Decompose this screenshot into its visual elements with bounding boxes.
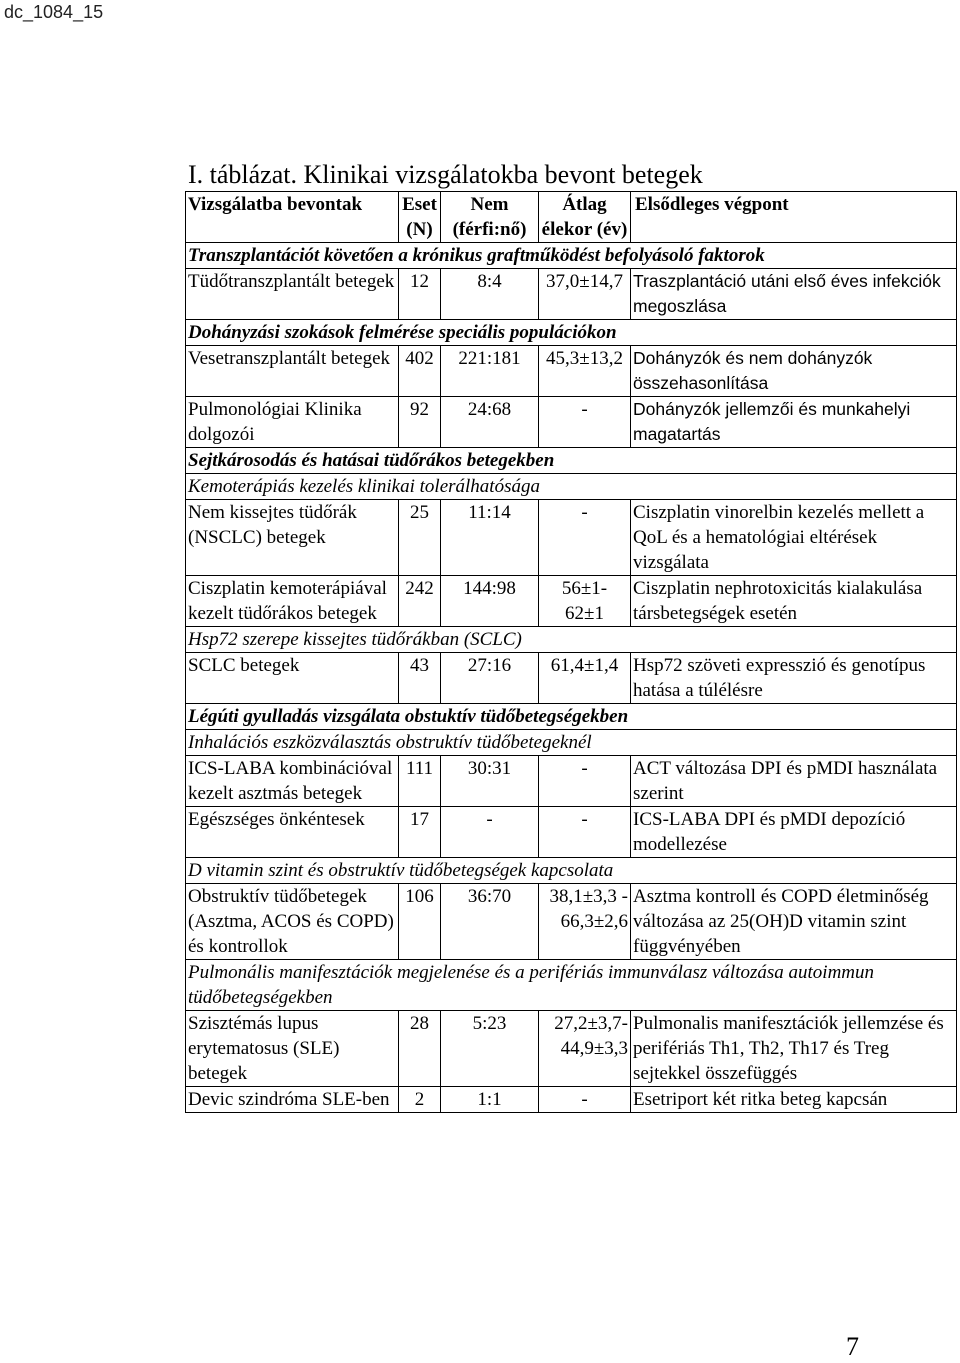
section-heading: Sejtkárosodás és hatásai tüdőrákos betegekben	[186, 448, 957, 474]
cell-age: -	[539, 500, 631, 576]
cell-age: 56±1- 62±1	[539, 576, 631, 627]
header-group: Vizsgálatba bevontak	[186, 192, 399, 243]
cell-age: -	[539, 756, 631, 807]
cell-group: Nem kissejtes tüdőrák (NSCLC) betegek	[186, 500, 399, 576]
cell-cases: 28	[399, 1011, 441, 1087]
subsection-heading: D vitamin szint és obstruktív tüdőbetegségek kapcsolata	[186, 858, 957, 884]
cell-age: 61,4±1,4	[539, 653, 631, 704]
header-sex: Nem (férfi:nő)	[441, 192, 539, 243]
cell-cases: 242	[399, 576, 441, 627]
table-row	[186, 269, 957, 320]
table-row	[186, 346, 957, 397]
cell-endpoint: Dohányzók jellemzői és munkahelyi magatartás	[631, 397, 957, 448]
cell-group: Tüdőtranszplantált betegek	[186, 269, 399, 320]
cell-sex: 5:23	[441, 1011, 539, 1087]
cell-endpoint: Ciszplatin vinorelbin kezelés mellett a QoL és a hematológiai eltérések vizsgálata	[631, 500, 957, 576]
subsection-heading: Inhalációs eszközválasztás obstruktív tüdőbetegeknél	[186, 730, 957, 756]
cell-group: Vesetranszplantált betegek	[186, 346, 399, 397]
cell-sex: 36:70	[441, 884, 539, 960]
subsection-heading: Pulmonális manifesztációk megjelenése és a perifériás immunválasz változása autoimmun tüdőbetegségekben	[186, 960, 957, 1011]
cell-endpoint: ICS-LABA DPI és pMDI depozíció modellezése	[631, 807, 957, 858]
cell-group: Ciszplatin kemoterápiával kezelt tüdőrákos betegek	[186, 576, 399, 627]
table-caption: I. táblázat. Klinikai vizsgálatokba bevont betegek	[188, 160, 703, 189]
table-row	[186, 576, 957, 627]
table-row	[186, 1011, 957, 1087]
cell-endpoint: Dohányzók és nem dohányzók összehasonlítása	[631, 346, 957, 397]
cell-group: Obstruktív tüdőbetegek (Asztma, ACOS és COPD) és kontrollok	[186, 884, 399, 960]
cell-group: SCLC betegek	[186, 653, 399, 704]
cell-age: 27,2±3,7- 44,9±3,3	[539, 1011, 631, 1087]
header-cases: Eset (N)	[399, 192, 441, 243]
cell-endpoint: ACT változása DPI és pMDI használata szerint	[631, 756, 957, 807]
table-row	[186, 1087, 957, 1113]
table-row	[186, 500, 957, 576]
table-row	[186, 397, 957, 448]
cell-sex: 144:98	[441, 576, 539, 627]
cell-age: 37,0±14,7	[539, 269, 631, 320]
cell-endpoint: Pulmonalis manifesztációk jellemzése és perifériás Th1, Th2, Th17 és Treg sejtekkel összefüggés	[631, 1011, 957, 1087]
cell-cases: 2	[399, 1087, 441, 1113]
cell-group: ICS-LABA kombinációval kezelt asztmás betegek	[186, 756, 399, 807]
cell-group: Szisztémás lupus erytematosus (SLE) betegek	[186, 1011, 399, 1087]
table-row	[186, 756, 957, 807]
cell-sex: 8:4	[441, 269, 539, 320]
cell-group: Egészséges önkéntesek	[186, 807, 399, 858]
cell-cases: 25	[399, 500, 441, 576]
cell-age: -	[539, 397, 631, 448]
cell-cases: 402	[399, 346, 441, 397]
cell-age: 38,1±3,3 - 66,3±2,6	[539, 884, 631, 960]
cell-group: Pulmonológiai Klinika dolgozói	[186, 397, 399, 448]
cell-cases: 12	[399, 269, 441, 320]
table-row	[186, 807, 957, 858]
cell-endpoint: Esetriport két ritka beteg kapcsán	[631, 1087, 957, 1113]
cell-age: -	[539, 807, 631, 858]
cell-cases: 106	[399, 884, 441, 960]
cell-sex: 24:68	[441, 397, 539, 448]
cell-cases: 43	[399, 653, 441, 704]
cell-age: 45,3±13,2	[539, 346, 631, 397]
section-heading: Dohányzási szokások felmérése speciális populációkon	[186, 320, 957, 346]
cell-sex: -	[441, 807, 539, 858]
subsection-heading: Kemoterápiás kezelés klinikai tolerálhatósága	[186, 474, 957, 500]
cell-sex: 221:181	[441, 346, 539, 397]
cell-endpoint: Ciszplatin nephrotoxicitás kialakulása társbetegségek esetén	[631, 576, 957, 627]
cell-sex: 1:1	[441, 1087, 539, 1113]
cell-sex: 27:16	[441, 653, 539, 704]
cell-sex: 11:14	[441, 500, 539, 576]
cell-cases: 17	[399, 807, 441, 858]
cell-group: Devic szindróma SLE-ben	[186, 1087, 399, 1113]
page-number: 7	[846, 1332, 859, 1361]
subsection-heading: Hsp72 szerepe kissejtes tüdőrákban (SCLC)	[186, 627, 957, 653]
cell-age: -	[539, 1087, 631, 1113]
cell-endpoint: Asztma kontroll és COPD életminőség változása az 25(OH)D vitamin szint függvényében	[631, 884, 957, 960]
cell-endpoint: Traszplantáció utáni első éves infekciók megoszlása	[631, 269, 957, 320]
table-row	[186, 653, 957, 704]
section-heading: Légúti gyulladás vizsgálata obstuktív tüdőbetegségekben	[186, 704, 957, 730]
table-header-row	[186, 192, 957, 243]
section-heading: Transzplantációt követően a krónikus graftműködést befolyásoló faktorok	[186, 243, 957, 269]
patients-table	[185, 191, 957, 1113]
document-id: dc_1084_15	[4, 2, 104, 22]
cell-cases: 111	[399, 756, 441, 807]
cell-endpoint: Hsp72 szöveti expresszió és genotípus hatása a túlélésre	[631, 653, 957, 704]
cell-sex: 30:31	[441, 756, 539, 807]
cell-cases: 92	[399, 397, 441, 448]
header-age: Átlag élekor (év)	[539, 192, 631, 243]
header-endpoint: Elsődleges végpont	[631, 192, 957, 243]
table-row	[186, 884, 957, 960]
